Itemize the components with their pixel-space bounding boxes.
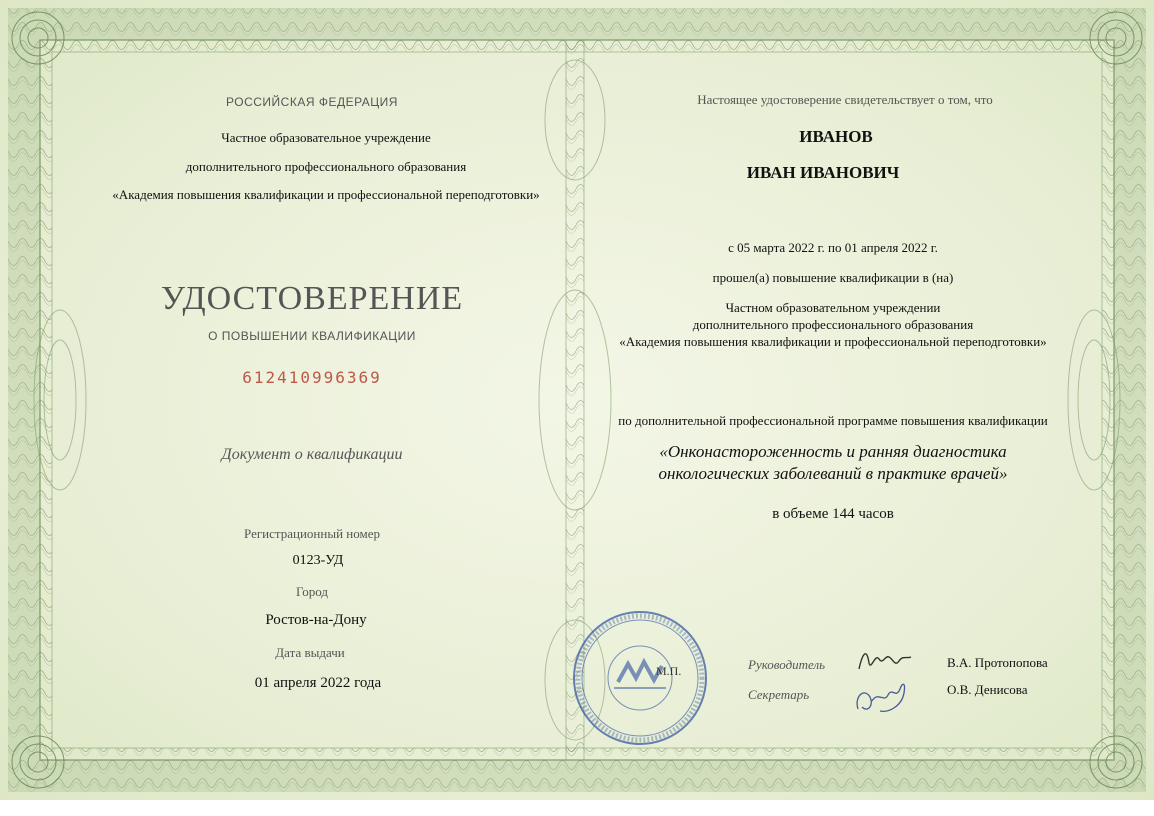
country-label: РОССИЙСКАЯ ФЕДЕРАЦИЯ bbox=[226, 95, 398, 109]
holder-surname: ИВАНОВ bbox=[799, 127, 873, 146]
city-value: Ростов-на-Дону bbox=[265, 612, 367, 628]
serial-number: 612410996369 bbox=[242, 368, 382, 387]
seal-stamp bbox=[570, 608, 710, 748]
issue-date-value: 01 апреля 2022 года bbox=[254, 675, 382, 691]
program-title-line-1: «Онконастороженность и ранняя диагностика bbox=[659, 442, 1007, 461]
holder-name: ИВАН ИВАНОВИЧ bbox=[746, 163, 900, 182]
secretary-signature bbox=[850, 673, 910, 721]
city-label: Город bbox=[295, 584, 329, 599]
institution-line-1: Частном образовательном учреждении bbox=[725, 300, 941, 315]
program-title-line-2: онкологических заболеваний в практике врачей» bbox=[658, 464, 1008, 483]
registration-value: 0123-УД bbox=[292, 553, 344, 568]
program-label: по дополнительной профессиональной программе повышения квалификации bbox=[618, 413, 1048, 428]
issue-date-label: Дата выдачи bbox=[275, 645, 345, 660]
registration-label: Регистрационный номер bbox=[244, 526, 380, 541]
org-line-2: дополнительного профессионального образования bbox=[185, 159, 467, 174]
secretary-name: О.В. Денисова bbox=[947, 682, 1028, 697]
document-title: УДОСТОВЕРЕНИЕ bbox=[160, 280, 464, 317]
org-line-1: Частное образовательное учреждение bbox=[221, 130, 431, 145]
stamp-mark: М.П. bbox=[656, 664, 682, 678]
document-subtitle: О ПОВЫШЕНИИ КВАЛИФИКАЦИИ bbox=[208, 329, 416, 343]
head-name: В.А. Протопопова bbox=[947, 655, 1048, 670]
intro-text: Настоящее удостоверение свидетельствует о том, что bbox=[697, 92, 993, 107]
passed-text: прошел(а) повышение квалификации в (на) bbox=[712, 270, 954, 285]
institution-line-2: дополнительного профессионального образования bbox=[692, 317, 974, 332]
head-label: Руководитель bbox=[748, 657, 826, 672]
secretary-label: Секретарь bbox=[748, 687, 810, 702]
training-period: с 05 марта 2022 г. по 01 апреля 2022 г. bbox=[728, 240, 938, 255]
org-line-3: «Академия повышения квалификации и профессиональной переподготовки» bbox=[112, 187, 540, 202]
institution-line-3: «Академия повышения квалификации и профессиональной переподготовки» bbox=[619, 334, 1047, 349]
document-type: Документ о квалификации bbox=[221, 446, 403, 463]
program-volume: в объеме 144 часов bbox=[772, 506, 894, 522]
